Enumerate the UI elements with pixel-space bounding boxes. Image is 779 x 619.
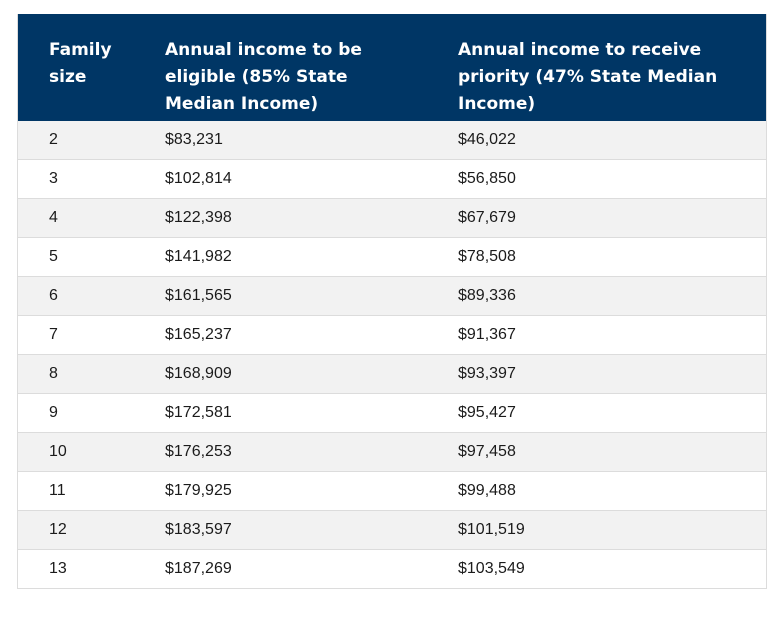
income-table-container [17,14,767,589]
family-size-cell: 9 [18,393,133,432]
priority-income-cell: $56,850 [426,159,766,198]
table-row [18,471,766,510]
priority-income-cell: $97,458 [426,432,766,471]
eligible-income-cell: $83,231 [133,121,426,159]
priority-income-cell: $46,022 [426,121,766,159]
priority-income-cell: $95,427 [426,393,766,432]
table-row [18,432,766,471]
family-size-cell: 13 [18,549,133,588]
priority-income-cell: $101,519 [426,510,766,549]
family-size-cell: 8 [18,354,133,393]
table-row [18,159,766,198]
family-size-cell: 11 [18,471,133,510]
table-row [18,121,766,159]
table-row [18,276,766,315]
priority-income-cell: $89,336 [426,276,766,315]
priority-income-cell: $91,367 [426,315,766,354]
priority-income-cell: $93,397 [426,354,766,393]
table-row [18,393,766,432]
family-size-cell: 3 [18,159,133,198]
eligible-income-cell: $141,982 [133,237,426,276]
family-size-cell: 12 [18,510,133,549]
header-priority-income: Annual income to receive priority (47% State Median Income) [426,14,766,121]
priority-income-cell: $99,488 [426,471,766,510]
priority-income-cell: $67,679 [426,198,766,237]
table-row [18,549,766,588]
eligible-income-cell: $179,925 [133,471,426,510]
table-header [18,14,766,121]
family-size-cell: 4 [18,198,133,237]
eligible-income-cell: $102,814 [133,159,426,198]
eligible-income-cell: $165,237 [133,315,426,354]
priority-income-cell: $78,508 [426,237,766,276]
family-size-cell: 2 [18,121,133,159]
eligible-income-cell: $168,909 [133,354,426,393]
table-row [18,510,766,549]
header-family-size: Family size [18,14,133,121]
family-size-cell: 10 [18,432,133,471]
income-table [18,14,766,589]
header-eligible-income: Annual income to be eligible (85% State Median Income) [133,14,426,121]
table-row [18,315,766,354]
eligible-income-cell: $187,269 [133,549,426,588]
table-row [18,198,766,237]
table-row [18,354,766,393]
table-row [18,237,766,276]
priority-income-cell: $103,549 [426,549,766,588]
family-size-cell: 7 [18,315,133,354]
eligible-income-cell: $122,398 [133,198,426,237]
family-size-cell: 5 [18,237,133,276]
eligible-income-cell: $183,597 [133,510,426,549]
eligible-income-cell: $172,581 [133,393,426,432]
table-body [18,121,766,588]
family-size-cell: 6 [18,276,133,315]
eligible-income-cell: $161,565 [133,276,426,315]
header-row [18,14,766,121]
eligible-income-cell: $176,253 [133,432,426,471]
